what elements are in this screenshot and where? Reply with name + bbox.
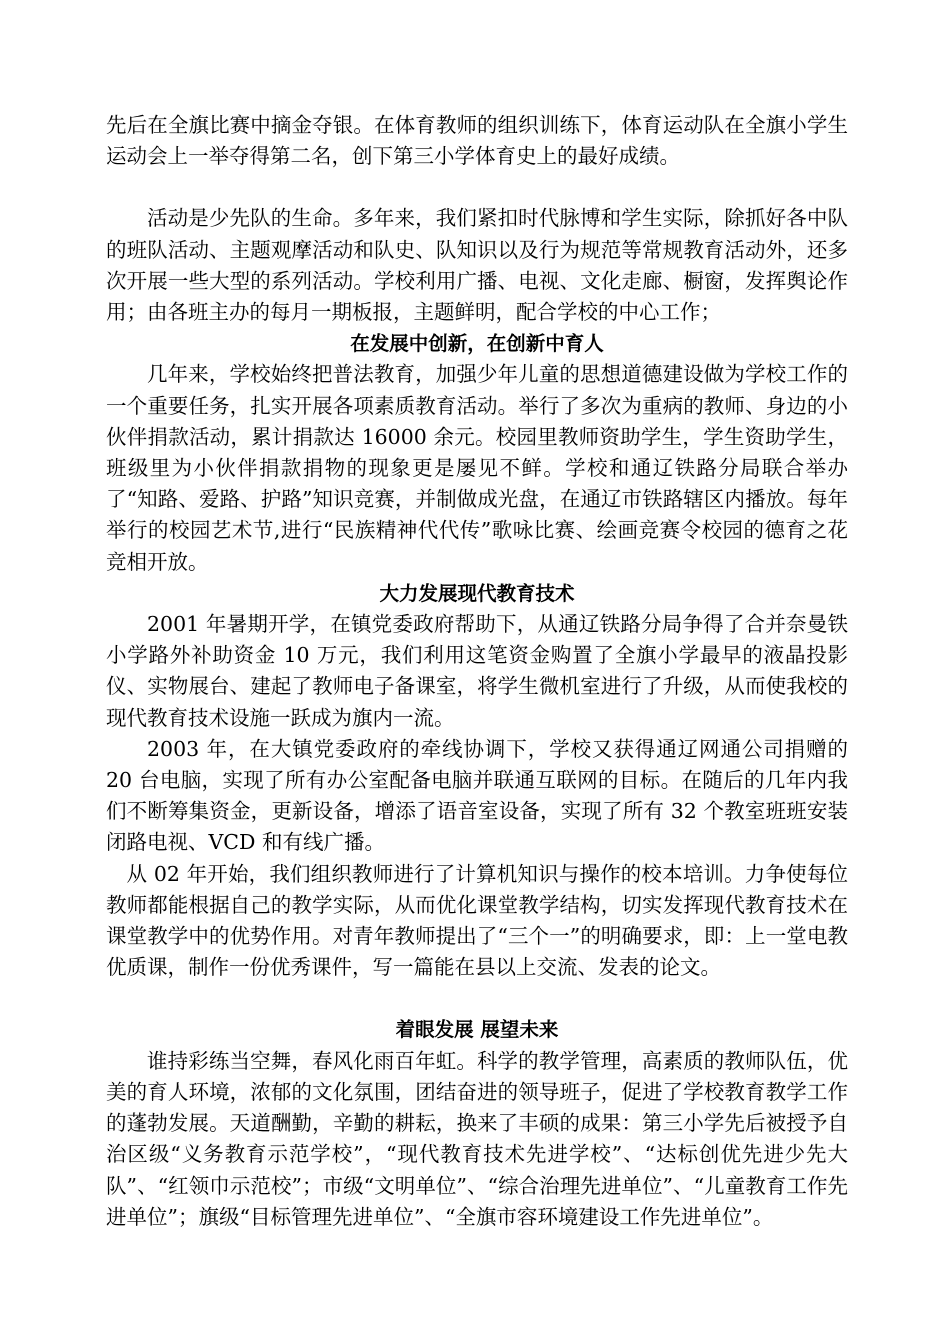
paragraph-moral-education: 几年来，学校始终把普法教育，加强少年儿童的思想道德建设做为学校工作的一个重要任务，扎实开展各项素质教育活动。举行了多次为重病的教师、身边的小伙伴捐款活动，累计捐款达 16000 余元。校园里教师资助学生，学生资助学生，班级里为小伙伴捐款捐物的现象更是屡见不鲜。学校和通辽铁路分局联合举办了“知路、爱路、护路”知识竞赛，并制做成光盘，在通辽市铁路辖区内播放。每年举行的校园艺术节,进行“民族精神代代传”歌咏比赛、绘画竞赛令校园的德育之花竞相开放。 xyxy=(106,362,848,574)
paragraph-sports-results: 先后在全旗比赛中摘金夺银。在体育教师的组织训练下，体育运动队在全旗小学生运动会上一举夺得第二名，创下第三小学体育史上的最好成绩。 xyxy=(106,113,848,169)
section-heading-future: 着眼发展 展望未来 xyxy=(395,1018,559,1042)
paragraph-2001-funding: 2001 年暑期开学，在镇党委政府帮助下，从通辽铁路分局争得了合并奈曼铁小学路外补助资金 10 万元，我们利用这笔资金购置了全旗小学最早的液晶投影仪、实物展台、建起了教师电子备课室，将学生微机室进行了升级，从而使我校的现代教育技术设施一跃成为旗内一流。 xyxy=(106,612,848,730)
blank-line xyxy=(106,983,848,1014)
document-page xyxy=(106,110,848,1233)
section-heading-innovation: 在发展中创新，在创新中育人 xyxy=(350,332,604,356)
paragraph-2003-computers: 2003 年，在大镇党委政府的牵线协调下，学校又获得通辽网通公司捐赠的 20 台电脑，实现了所有办公室配备电脑并联通互联网的目标。在随后的几年内我们不断筹集资金，更新设备，增添了语音室设备，实现了所有 32 个教室班班安装闭路电视、VCD 和有线广播。 xyxy=(106,736,848,855)
paragraph-teacher-training: 从 02 年开始，我们组织教师进行了计算机知识与操作的校本培训。力争使每位教师都能根据自己的教学实际，从而优化课堂教学结构，切实发挥现代教育技术在课堂教学中的优势作用。对青年教师提出了“三个一”的明确要求，即：上一堂电教优质课，制作一份优秀课件，写一篇能在县以上交流、发表的论文。 xyxy=(106,861,848,980)
paragraph-achievements: 谁持彩练当空舞，春风化雨百年虹。科学的教学管理，高素质的教师队伍，优美的育人环境，浓郁的文化氛围，团结奋进的领导班子，促进了学校教育教学工作的蓬勃发展。天道酬勤，辛勤的耕耘，换来了丰硕的成果：第三小学先后被授予自治区级“义务教育示范学校”，“现代教育技术先进学校”、“达标创优先进少先大队”、“红领巾示范校”；市级“文明单位”、“综合治理先进单位”、“儿童教育工作先进单位”；旗级“目标管理先进单位”、“全旗市容环境建设工作先进单位”。 xyxy=(106,1048,848,1229)
blank-line xyxy=(106,172,848,203)
section-heading-modern-technology: 大力发展现代教育技术 xyxy=(379,581,575,605)
paragraph-pioneer-activities: 活动是少先队的生命。多年来，我们紧扣时代脉博和学生实际，除抓好各中队的班队活动、主题观摩活动和队史、队知识以及行为规范等常规教育活动外，还多次开展一些大型的系列活动。学校利用广播、电视、文化走廊、橱窗，发挥舆论作用；由各班主办的每月一期板报，主题鲜明，配合学校的中心工作； xyxy=(106,206,848,325)
